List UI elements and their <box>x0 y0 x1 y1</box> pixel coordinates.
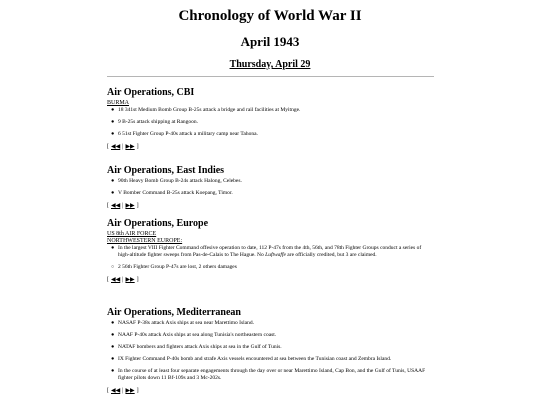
previous-arrow-icon[interactable]: ◀◀ <box>111 388 121 394</box>
list-item: ○ 2 56th Fighter Group P-47s are lost, 2 others damages <box>111 264 237 270</box>
list-item: ● 6 51st Fighter Group P-40s attack a military camp near Tahona. <box>111 131 258 137</box>
bullet-icon: ● <box>111 344 115 350</box>
subheading-link-northwestern-europe[interactable]: NORTHWESTERN EUROPE: <box>107 238 183 244</box>
section-air-operations-europe <box>107 218 433 284</box>
item-list <box>107 178 433 197</box>
item-list <box>107 107 433 138</box>
list-item: ● NATAF bombers and fighters attack Axis ships at sea in the Gulf of Tunis. <box>111 344 282 350</box>
page-title: Chronology of World War II <box>178 8 362 24</box>
circle-bullet-icon: ○ <box>111 265 115 270</box>
nav-row: [ ◀◀ | ▶▶ ] <box>107 388 139 394</box>
bullet-icon: ● <box>111 320 115 326</box>
header-divider <box>107 76 434 77</box>
section-air-operations-east-indies <box>107 165 433 210</box>
bullet-icon: ● <box>111 190 115 196</box>
next-arrow-icon[interactable]: ▶▶ <box>125 203 135 209</box>
list-item: ● V Bomber Command B-25s attack Koepang, Timor. <box>111 190 233 196</box>
month-heading: April 1943 <box>240 34 300 49</box>
subheading-link-us-8th-air-force[interactable]: US 8th AIR FORCE <box>107 231 157 237</box>
list-item: ● 90th Heavy Bomb Group B-24s attack Halong, Celebes. <box>111 178 242 184</box>
section-air-operations-mediterranean <box>107 307 433 395</box>
next-arrow-icon[interactable]: ▶▶ <box>125 277 135 283</box>
section-title: Air Operations, East Indies <box>107 165 225 176</box>
list-item: ● NAAF P-40s attack Axis ships at sea along Tunisia's northeastern coast. <box>111 332 277 338</box>
nav-row: [ ◀◀ | ▶▶ ] <box>107 203 139 209</box>
list-item: ● NASAF P-38s attack Axis ships at sea near Marettimo Island. <box>111 320 254 326</box>
section-air-operations-cbi <box>107 87 433 151</box>
subheading-link-burma[interactable]: BURMA <box>107 100 130 106</box>
list-item: ● 18 341st Medium Bomb Group B-25s attack a bridge and rail facilities at Myitnge. <box>111 107 301 113</box>
bullet-icon: ● <box>111 245 115 251</box>
list-item: ● 9 B-25s attack shipping at Rangoon. <box>111 119 199 125</box>
previous-arrow-icon[interactable]: ◀◀ <box>111 144 121 150</box>
section-title: Air Operations, Europe <box>107 218 209 229</box>
nav-row: [ ◀◀ | ▶▶ ] <box>107 277 139 283</box>
bullet-icon: ● <box>111 131 115 137</box>
bullet-icon: ● <box>111 368 115 374</box>
next-arrow-icon[interactable]: ▶▶ <box>125 144 135 150</box>
date-heading: Thursday, April 29 <box>229 59 311 70</box>
list-item: ● IX Fighter Command P-40s bomb and strafe Axis vessels encountered at sea between the Tunisian coast and Zembra Island. <box>111 356 392 362</box>
bullet-icon: ● <box>111 356 115 362</box>
previous-arrow-icon[interactable]: ◀◀ <box>111 203 121 209</box>
previous-arrow-icon[interactable]: ◀◀ <box>111 277 121 283</box>
section-title: Air Operations, CBI <box>107 87 195 98</box>
list-item: ● In the largest VIII Fighter Command offesive operation to date, 112 P-47s from the 4th, 56th, and 78th Fighter Groups conduct a series of high-altitude fighter sweeps from Pas-de-Calais to The Hague. No Luftwaffe are officially credited, but 3 are claimed. <box>111 245 422 258</box>
bullet-icon: ● <box>111 178 115 184</box>
section-title: Air Operations, Mediterranean <box>107 307 241 318</box>
nav-row: [ ◀◀ | ▶▶ ] <box>107 144 139 150</box>
list-item: ● In the course of at least four separate engagements through the day over or near Marettimo Island, Cap Bon, and the Gulf of Tunis, USAAF fighter pilots down 11 Bf-109s and 3 Mc-202s. <box>111 368 426 381</box>
next-arrow-icon[interactable]: ▶▶ <box>125 388 135 394</box>
bullet-icon: ● <box>111 107 115 113</box>
item-list <box>107 245 433 271</box>
item-list <box>107 320 433 382</box>
bullet-icon: ● <box>111 332 115 338</box>
bullet-icon: ● <box>111 119 115 125</box>
